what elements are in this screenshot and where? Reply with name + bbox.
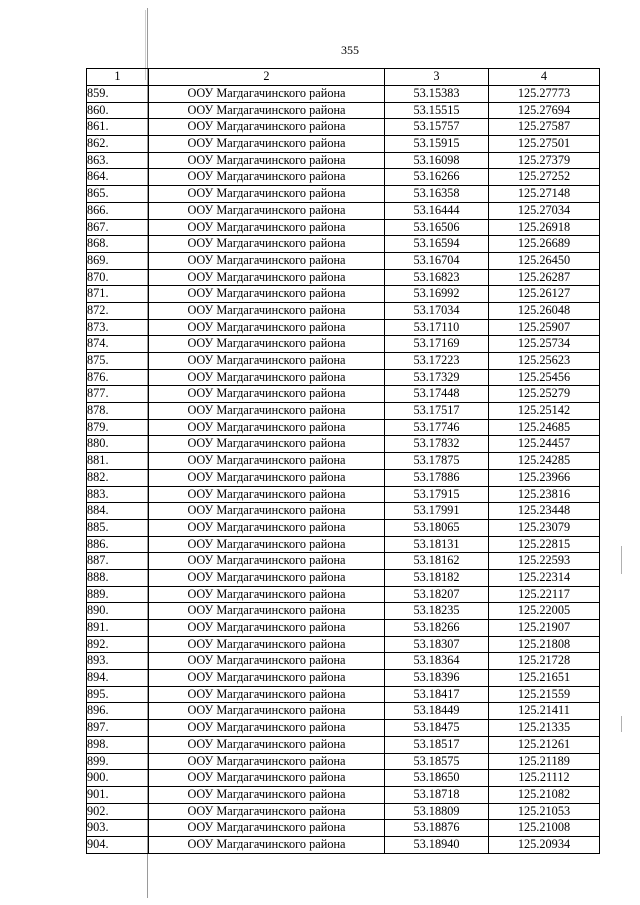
object-name-cell: ООУ Магдагачинского района — [149, 503, 385, 520]
column-header-latitude: 3 — [385, 69, 489, 86]
object-name-cell: ООУ Магдагачинского района — [149, 436, 385, 453]
row-number-cell: 872. — [87, 302, 149, 319]
longitude-cell: 125.21008 — [489, 820, 600, 837]
longitude-cell: 125.25142 — [489, 403, 600, 420]
latitude-cell: 53.18575 — [385, 753, 489, 770]
row-number-cell: 860. — [87, 102, 149, 119]
longitude-cell: 125.21112 — [489, 770, 600, 787]
longitude-cell: 125.21335 — [489, 720, 600, 737]
row-number-cell: 871. — [87, 286, 149, 303]
longitude-cell: 125.27773 — [489, 86, 600, 103]
table-row — [87, 786, 600, 803]
latitude-cell: 53.17223 — [385, 353, 489, 370]
object-name-cell: ООУ Магдагачинского района — [149, 636, 385, 653]
coordinates-table — [86, 68, 600, 854]
table-row — [87, 653, 600, 670]
table-header-row — [87, 69, 600, 86]
object-name-cell: ООУ Магдагачинского района — [149, 519, 385, 536]
object-name-cell: ООУ Магдагачинского района — [149, 703, 385, 720]
longitude-cell: 125.22314 — [489, 569, 600, 586]
table-row — [87, 136, 600, 153]
longitude-cell: 125.25734 — [489, 336, 600, 353]
latitude-cell: 53.17886 — [385, 469, 489, 486]
longitude-cell: 125.26689 — [489, 236, 600, 253]
row-number-cell: 892. — [87, 636, 149, 653]
row-number-cell: 874. — [87, 336, 149, 353]
longitude-cell: 125.25279 — [489, 386, 600, 403]
row-number-cell: 893. — [87, 653, 149, 670]
scan-mark — [621, 716, 622, 732]
object-name-cell: ООУ Магдагачинского района — [149, 369, 385, 386]
latitude-cell: 53.18182 — [385, 569, 489, 586]
object-name-cell: ООУ Магдагачинского района — [149, 586, 385, 603]
latitude-cell: 53.15915 — [385, 136, 489, 153]
page-number: 355 — [341, 43, 359, 57]
longitude-cell: 125.21082 — [489, 786, 600, 803]
row-number-cell: 886. — [87, 536, 149, 553]
table-row — [87, 736, 600, 753]
latitude-cell: 53.18940 — [385, 836, 489, 853]
object-name-cell: ООУ Магдагачинского района — [149, 336, 385, 353]
table-row — [87, 236, 600, 253]
latitude-cell: 53.18449 — [385, 703, 489, 720]
object-name-cell: ООУ Магдагачинского района — [149, 319, 385, 336]
object-name-cell: ООУ Магдагачинского района — [149, 453, 385, 470]
row-number-cell: 889. — [87, 586, 149, 603]
table-row — [87, 119, 600, 136]
row-number-cell: 876. — [87, 369, 149, 386]
row-number-cell: 899. — [87, 753, 149, 770]
latitude-cell: 53.18065 — [385, 519, 489, 536]
object-name-cell: ООУ Магдагачинского района — [149, 486, 385, 503]
row-number-cell: 894. — [87, 670, 149, 687]
latitude-cell: 53.18809 — [385, 803, 489, 820]
latitude-cell: 53.16823 — [385, 269, 489, 286]
longitude-cell: 125.21559 — [489, 686, 600, 703]
latitude-cell: 53.17915 — [385, 486, 489, 503]
object-name-cell: ООУ Магдагачинского района — [149, 86, 385, 103]
object-name-cell: ООУ Магдагачинского района — [149, 603, 385, 620]
object-name-cell: ООУ Магдагачинского района — [149, 836, 385, 853]
latitude-cell: 53.16704 — [385, 252, 489, 269]
latitude-cell: 53.17875 — [385, 453, 489, 470]
object-name-cell: ООУ Магдагачинского района — [149, 302, 385, 319]
table-row — [87, 319, 600, 336]
row-number-cell: 901. — [87, 786, 149, 803]
longitude-cell: 125.21261 — [489, 736, 600, 753]
table-row — [87, 169, 600, 186]
latitude-cell: 53.17991 — [385, 503, 489, 520]
object-name-cell: ООУ Магдагачинского района — [149, 136, 385, 153]
table-row — [87, 336, 600, 353]
longitude-cell: 125.21053 — [489, 803, 600, 820]
scan-mark — [621, 546, 622, 574]
table-row — [87, 202, 600, 219]
latitude-cell: 53.18162 — [385, 553, 489, 570]
longitude-cell: 125.22815 — [489, 536, 600, 553]
latitude-cell: 53.17746 — [385, 419, 489, 436]
table-row — [87, 586, 600, 603]
longitude-cell: 125.22005 — [489, 603, 600, 620]
row-number-cell: 895. — [87, 686, 149, 703]
object-name-cell: ООУ Магдагачинского района — [149, 169, 385, 186]
longitude-cell: 125.26048 — [489, 302, 600, 319]
row-number-cell: 877. — [87, 386, 149, 403]
table-row — [87, 453, 600, 470]
longitude-cell: 125.26918 — [489, 219, 600, 236]
object-name-cell: ООУ Магдагачинского района — [149, 119, 385, 136]
longitude-cell: 125.22117 — [489, 586, 600, 603]
longitude-cell: 125.27252 — [489, 169, 600, 186]
latitude-cell: 53.18235 — [385, 603, 489, 620]
row-number-cell: 887. — [87, 553, 149, 570]
table-row — [87, 252, 600, 269]
row-number-cell: 902. — [87, 803, 149, 820]
longitude-cell: 125.25623 — [489, 353, 600, 370]
latitude-cell: 53.18131 — [385, 536, 489, 553]
longitude-cell: 125.27501 — [489, 136, 600, 153]
row-number-cell: 868. — [87, 236, 149, 253]
row-number-cell: 904. — [87, 836, 149, 853]
longitude-cell: 125.27694 — [489, 102, 600, 119]
table-row — [87, 820, 600, 837]
table-row — [87, 703, 600, 720]
longitude-cell: 125.26450 — [489, 252, 600, 269]
row-number-cell: 867. — [87, 219, 149, 236]
longitude-cell: 125.24685 — [489, 419, 600, 436]
table-row — [87, 186, 600, 203]
row-number-cell: 897. — [87, 720, 149, 737]
object-name-cell: ООУ Магдагачинского района — [149, 202, 385, 219]
longitude-cell: 125.21728 — [489, 653, 600, 670]
longitude-cell: 125.23966 — [489, 469, 600, 486]
latitude-cell: 53.17448 — [385, 386, 489, 403]
longitude-cell: 125.27587 — [489, 119, 600, 136]
table-row — [87, 553, 600, 570]
longitude-cell: 125.26127 — [489, 286, 600, 303]
latitude-cell: 53.18475 — [385, 720, 489, 737]
latitude-cell: 53.17034 — [385, 302, 489, 319]
row-number-cell: 865. — [87, 186, 149, 203]
table-row — [87, 152, 600, 169]
table-row — [87, 636, 600, 653]
object-name-cell: ООУ Магдагачинского района — [149, 620, 385, 637]
row-number-cell: 878. — [87, 403, 149, 420]
table-row — [87, 720, 600, 737]
row-number-cell: 869. — [87, 252, 149, 269]
longitude-cell: 125.27148 — [489, 186, 600, 203]
table-row — [87, 569, 600, 586]
longitude-cell: 125.21907 — [489, 620, 600, 637]
row-number-cell: 881. — [87, 453, 149, 470]
latitude-cell: 53.18364 — [385, 653, 489, 670]
longitude-cell: 125.22593 — [489, 553, 600, 570]
latitude-cell: 53.18876 — [385, 820, 489, 837]
column-header-longitude: 4 — [489, 69, 600, 86]
row-number-cell: 891. — [87, 620, 149, 637]
latitude-cell: 53.15383 — [385, 86, 489, 103]
longitude-cell: 125.20934 — [489, 836, 600, 853]
table-row — [87, 219, 600, 236]
table-row — [87, 436, 600, 453]
latitude-cell: 53.18417 — [385, 686, 489, 703]
longitude-cell: 125.24457 — [489, 436, 600, 453]
longitude-cell: 125.23079 — [489, 519, 600, 536]
object-name-cell: ООУ Магдагачинского района — [149, 820, 385, 837]
longitude-cell: 125.21189 — [489, 753, 600, 770]
latitude-cell: 53.17832 — [385, 436, 489, 453]
object-name-cell: ООУ Магдагачинского района — [149, 553, 385, 570]
latitude-cell: 53.18718 — [385, 786, 489, 803]
latitude-cell: 53.16506 — [385, 219, 489, 236]
object-name-cell: ООУ Магдагачинского района — [149, 469, 385, 486]
object-name-cell: ООУ Магдагачинского района — [149, 219, 385, 236]
longitude-cell: 125.23816 — [489, 486, 600, 503]
row-number-cell: 870. — [87, 269, 149, 286]
latitude-cell: 53.15757 — [385, 119, 489, 136]
object-name-cell: ООУ Магдагачинского района — [149, 670, 385, 687]
table-row — [87, 536, 600, 553]
latitude-cell: 53.16594 — [385, 236, 489, 253]
latitude-cell: 53.16266 — [385, 169, 489, 186]
object-name-cell: ООУ Магдагачинского района — [149, 403, 385, 420]
table-row — [87, 86, 600, 103]
row-number-cell: 866. — [87, 202, 149, 219]
latitude-cell: 53.15515 — [385, 102, 489, 119]
longitude-cell: 125.21411 — [489, 703, 600, 720]
latitude-cell: 53.18650 — [385, 770, 489, 787]
table-row — [87, 519, 600, 536]
object-name-cell: ООУ Магдагачинского района — [149, 152, 385, 169]
object-name-cell: ООУ Магдагачинского района — [149, 419, 385, 436]
object-name-cell: ООУ Магдагачинского района — [149, 653, 385, 670]
row-number-cell: 898. — [87, 736, 149, 753]
longitude-cell: 125.21651 — [489, 670, 600, 687]
object-name-cell: ООУ Магдагачинского района — [149, 720, 385, 737]
table-row — [87, 353, 600, 370]
row-number-cell: 875. — [87, 353, 149, 370]
object-name-cell: ООУ Магдагачинского района — [149, 286, 385, 303]
table-row — [87, 419, 600, 436]
table-row — [87, 603, 600, 620]
object-name-cell: ООУ Магдагачинского района — [149, 569, 385, 586]
row-number-cell: 879. — [87, 419, 149, 436]
table-row — [87, 620, 600, 637]
latitude-cell: 53.18307 — [385, 636, 489, 653]
row-number-cell: 861. — [87, 119, 149, 136]
table-body — [87, 86, 600, 854]
row-number-cell: 880. — [87, 436, 149, 453]
row-number-cell: 873. — [87, 319, 149, 336]
row-number-cell: 900. — [87, 770, 149, 787]
object-name-cell: ООУ Магдагачинского района — [149, 786, 385, 803]
table-row — [87, 286, 600, 303]
longitude-cell: 125.25456 — [489, 369, 600, 386]
longitude-cell: 125.25907 — [489, 319, 600, 336]
table-row — [87, 302, 600, 319]
latitude-cell: 53.16098 — [385, 152, 489, 169]
object-name-cell: ООУ Магдагачинского района — [149, 803, 385, 820]
table-row — [87, 770, 600, 787]
table-row — [87, 836, 600, 853]
object-name-cell: ООУ Магдагачинского района — [149, 736, 385, 753]
object-name-cell: ООУ Магдагачинского района — [149, 252, 385, 269]
object-name-cell: ООУ Магдагачинского района — [149, 353, 385, 370]
row-number-cell: 859. — [87, 86, 149, 103]
row-number-cell: 864. — [87, 169, 149, 186]
longitude-cell: 125.21808 — [489, 636, 600, 653]
latitude-cell: 53.18396 — [385, 670, 489, 687]
table-row — [87, 503, 600, 520]
latitude-cell: 53.17517 — [385, 403, 489, 420]
table-row — [87, 670, 600, 687]
table-row — [87, 269, 600, 286]
row-number-cell: 885. — [87, 519, 149, 536]
object-name-cell: ООУ Магдагачинского района — [149, 102, 385, 119]
table-row — [87, 686, 600, 703]
object-name-cell: ООУ Магдагачинского района — [149, 536, 385, 553]
table-row — [87, 102, 600, 119]
latitude-cell: 53.18207 — [385, 586, 489, 603]
latitude-cell: 53.17329 — [385, 369, 489, 386]
object-name-cell: ООУ Магдагачинского района — [149, 753, 385, 770]
table-row — [87, 486, 600, 503]
column-header-index: 1 — [87, 69, 149, 86]
column-header-name: 2 — [149, 69, 385, 86]
longitude-cell: 125.24285 — [489, 453, 600, 470]
table-row — [87, 753, 600, 770]
object-name-cell: ООУ Магдагачинского района — [149, 686, 385, 703]
longitude-cell: 125.23448 — [489, 503, 600, 520]
longitude-cell: 125.27034 — [489, 202, 600, 219]
row-number-cell: 888. — [87, 569, 149, 586]
object-name-cell: ООУ Магдагачинского района — [149, 186, 385, 203]
row-number-cell: 903. — [87, 820, 149, 837]
row-number-cell: 862. — [87, 136, 149, 153]
row-number-cell: 863. — [87, 152, 149, 169]
table-row — [87, 403, 600, 420]
longitude-cell: 125.26287 — [489, 269, 600, 286]
latitude-cell: 53.16992 — [385, 286, 489, 303]
latitude-cell: 53.16358 — [385, 186, 489, 203]
table-row — [87, 469, 600, 486]
row-number-cell: 896. — [87, 703, 149, 720]
object-name-cell: ООУ Магдагачинского района — [149, 236, 385, 253]
object-name-cell: ООУ Магдагачинского района — [149, 770, 385, 787]
latitude-cell: 53.16444 — [385, 202, 489, 219]
table-row — [87, 369, 600, 386]
latitude-cell: 53.18266 — [385, 620, 489, 637]
row-number-cell: 890. — [87, 603, 149, 620]
table-row — [87, 803, 600, 820]
row-number-cell: 884. — [87, 503, 149, 520]
row-number-cell: 883. — [87, 486, 149, 503]
latitude-cell: 53.17110 — [385, 319, 489, 336]
object-name-cell: ООУ Магдагачинского района — [149, 386, 385, 403]
latitude-cell: 53.17169 — [385, 336, 489, 353]
table-row — [87, 386, 600, 403]
object-name-cell: ООУ Магдагачинского района — [149, 269, 385, 286]
row-number-cell: 882. — [87, 469, 149, 486]
latitude-cell: 53.18517 — [385, 736, 489, 753]
longitude-cell: 125.27379 — [489, 152, 600, 169]
